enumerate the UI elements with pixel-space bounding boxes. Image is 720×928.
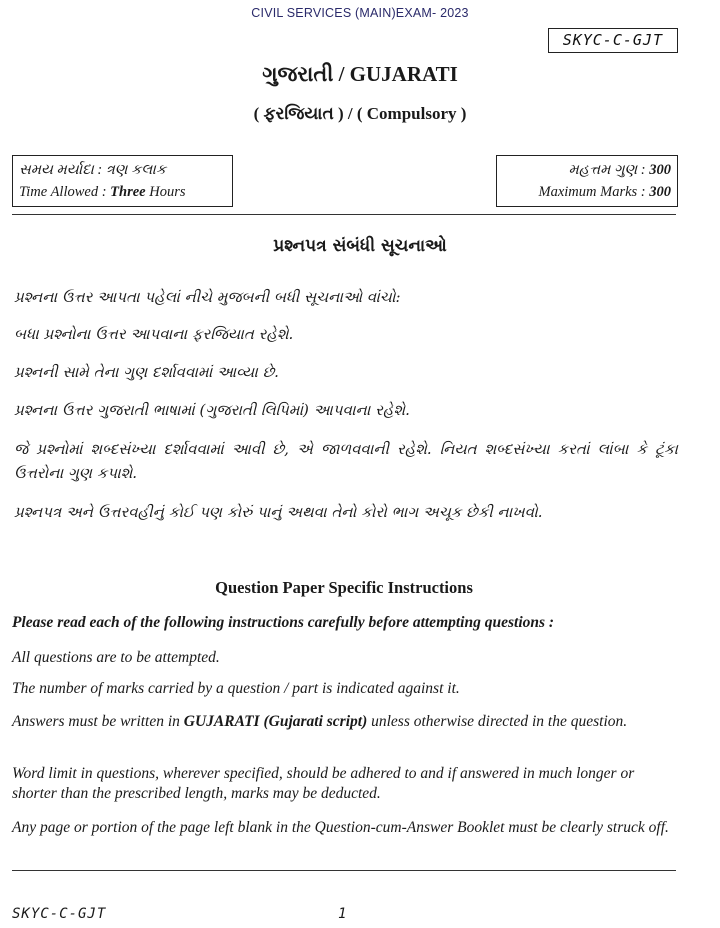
gujarati-instruction: પ્રશ્નપત્ર અને ઉત્તરવહીનું કોઈ પણ કોરું પાનું અથવા તેનો કોરો ભાગ અચૂક છેકી નાખવો. <box>14 503 543 521</box>
divider-top <box>12 214 676 215</box>
instruction-language-bold: GUJARATI (Gujarati script) <box>183 713 368 730</box>
instruction-language-pre: Answers must be written in <box>12 713 184 730</box>
gujarati-instruction: પ્રશ્નના ઉત્તર આપતા પહેલાં નીચે મુજબની બધી સૂચનાઓ વાંચો: <box>14 288 401 306</box>
instruction-language <box>12 712 676 732</box>
footer-page-number: 1 <box>338 906 347 922</box>
time-allowed-box <box>12 155 233 207</box>
maximum-marks-value: 300 <box>649 184 671 200</box>
exam-stamp: CIVIL SERVICES (MAIN)EXAM- 2023 <box>251 6 469 20</box>
time-allowed-value: Three <box>110 184 146 200</box>
divider-bottom <box>12 870 676 871</box>
paper-subtitle: ( ફરજિયાત ) / ( Compulsory ) <box>253 104 467 123</box>
time-allowed-gujarati: સમય મર્યાદા : ત્રણ કલાક <box>19 162 167 178</box>
instruction-intro: Please read each of the following instructions carefully before attempting questions : <box>12 614 555 631</box>
maximum-marks-box <box>496 155 678 207</box>
instruction-word-limit: Word limit in questions, wherever specified, should be adhered to and if answered in much longer or shorter than the prescribed length, marks may be deducted. <box>12 765 635 802</box>
gujarati-instruction: પ્રશ્નની સામે તેના ગુણ દર્શાવવામાં આવ્યા છે. <box>14 363 279 381</box>
time-allowed-label: Time Allowed : <box>19 184 111 200</box>
maximum-marks-gujarati-label: મહત્તમ ગુણ : <box>568 162 650 178</box>
paper-code-box: SKYC-C-GJT <box>548 28 678 53</box>
gujarati-instruction: બધા પ્રશ્નોના ઉત્તર આપવાના ફરજિયાત રહેશે. <box>14 325 294 343</box>
footer-paper-code: SKYC-C-GJT <box>12 906 107 922</box>
time-allowed-english <box>19 181 226 203</box>
instruction-blank-pages: Any page or portion of the page left blank in the Question-cum-Answer Booklet must be clearly struck off. <box>12 819 669 836</box>
time-allowed-suffix: Hours <box>145 184 186 200</box>
instruction-language-post: unless otherwise directed in the question. <box>367 713 628 730</box>
maximum-marks-gujarati-value: 300 <box>649 162 671 178</box>
maximum-marks-english <box>503 181 671 203</box>
instruction-marks: The number of marks carried by a question / part is indicated against it. <box>12 680 460 697</box>
maximum-marks-gujarati <box>503 159 671 181</box>
english-instructions-heading: Question Paper Specific Instructions <box>215 578 473 597</box>
gujarati-instruction: પ્રશ્નના ઉત્તર ગુજરાતી ભાષામાં (ગુજરાતી લિપિમાં) આપવાના રહેશે. <box>14 401 410 419</box>
paper-title: ગુજરાતી / GUJARATI <box>262 62 458 86</box>
gujarati-instruction: જે પ્રશ્નોમાં શબ્દસંખ્યા દર્શાવવામાં આવી છે, એ જાળવવાની રહેશે. નિયત શબ્દસંખ્યા કરતાં લાંબા કે ટૂંકા ઉત્તરોના ગુણ કપાશે. <box>14 440 678 482</box>
maximum-marks-label: Maximum Marks : <box>538 184 650 200</box>
instruction-all-questions: All questions are to be attempted. <box>12 649 220 666</box>
gujarati-instructions-heading: પ્રશ્નપત્ર સંબંધી સૂચનાઓ <box>273 236 447 256</box>
